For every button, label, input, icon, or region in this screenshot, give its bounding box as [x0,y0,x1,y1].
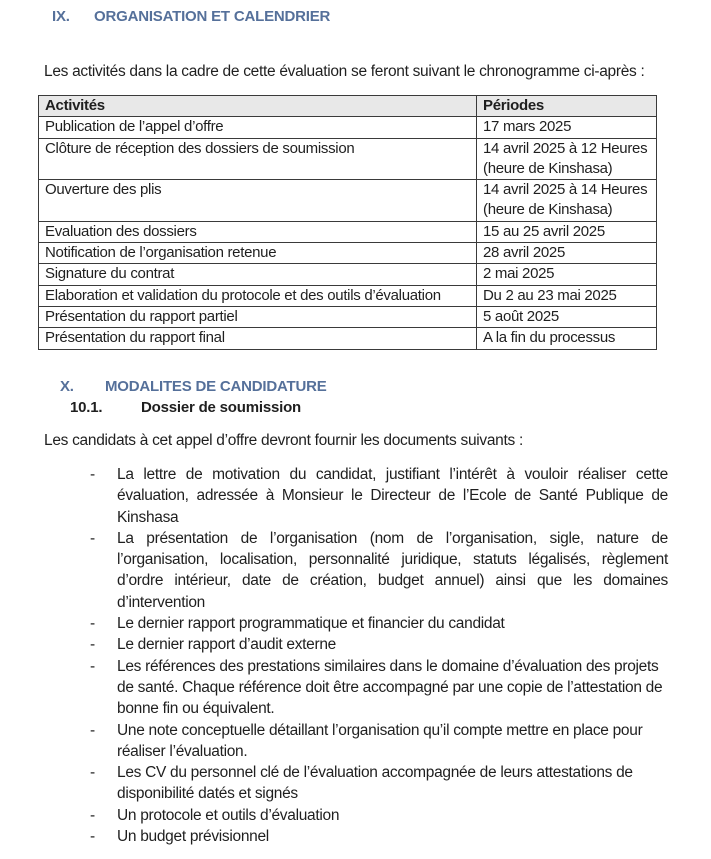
list-item [90,805,668,826]
section-title: MODALITES DE CANDIDATURE [105,378,327,395]
list-item-text: La présentation de l’organisation (nom de l’organisation, sigle, nature de l’organisation, localisation, personnalité juridique, statuts légalisés, règlement d’ordre intérieur, date de création, budget annuel) ainsi que les domaines d’intervention [117,529,668,611]
subsection-number: 10.1. [70,399,103,416]
period-cell: 15 au 25 avril 2025 [477,221,657,242]
activity-cell: Clôture de réception des dossiers de soumission [39,138,477,180]
dash-bullet: - [90,529,95,547]
dash-bullet: - [90,615,95,633]
activity-cell: Elaboration et validation du protocole et des outils d’évaluation [39,285,477,306]
table-row [39,243,657,264]
activity-cell: Signature du contrat [39,264,477,285]
table-row [39,180,657,222]
table-row [39,328,657,349]
list-item-text: Les références des prestations similaires dans le domaine d’évaluation des projets de santé. Chaque référence doit être accompagné par une copie de l’attestation de bonne fin ou équivalent. [117,657,663,718]
section-number: IX. [52,8,70,25]
section-title: ORGANISATION ET CALENDRIER [94,8,331,25]
schedule-intro: Les activités dans la cadre de cette évaluation se feront suivant le chronogramme ci-après : [44,63,645,80]
list-item-text: Un budget prévisionnel [117,828,269,846]
table-row [39,221,657,242]
table-row [39,117,657,138]
period-cell: 28 avril 2025 [477,243,657,264]
period-cell: A la fin du processus [477,328,657,349]
activity-cell: Notification de l’organisation retenue [39,243,477,264]
table-row [39,285,657,306]
list-item-text: Le dernier rapport d’audit externe [117,636,337,654]
period-cell: 14 avril 2025 à 12 Heures (heure de Kinshasa) [477,138,657,180]
period-cell: 5 août 2025 [477,306,657,327]
dash-bullet: - [90,764,95,782]
required-documents-list [90,464,668,847]
list-item [90,656,668,720]
dash-bullet: - [90,657,95,675]
activity-cell: Présentation du rapport final [39,328,477,349]
dash-bullet: - [90,721,95,739]
list-item-text: Le dernier rapport programmatique et financier du candidat [117,615,505,633]
schedule-table [38,95,657,350]
list-item-text: Une note conceptuelle détaillant l’organisation qu’il compte mettre en place pour réaliser l’évaluation. [117,721,643,760]
activity-cell: Evaluation des dossiers [39,221,477,242]
subsection-title: Dossier de soumission [141,399,302,416]
table-row [39,306,657,327]
section-number: X. [60,378,74,395]
list-item [90,528,668,613]
list-item-text: Les CV du personnel clé de l’évaluation accompagnée de leurs attestations de disponibilité datés et signés [117,764,633,803]
column-header-activities: Activités [39,96,477,117]
dash-bullet: - [90,466,95,483]
dash-bullet: - [90,806,95,824]
list-item-text: La lettre de motivation du candidat, justifiant l’intérêt à vouloir réaliser cette évaluation, adressée à Monsieur le Directeur de l’Ecole de Santé Publique de Kinshasa [117,466,668,526]
list-item [90,613,668,634]
period-cell: 17 mars 2025 [477,117,657,138]
dash-bullet: - [90,828,95,846]
activity-cell: Publication de l’appel d’offre [39,117,477,138]
section-heading-x [60,378,327,395]
column-header-periods: Périodes [477,96,657,117]
list-item [90,826,668,847]
section-heading-ix [52,8,330,25]
list-item [90,464,668,528]
subsection-heading [70,399,301,416]
list-item-text: Un protocole et outils d’évaluation [117,806,340,824]
list-item [90,762,668,805]
period-cell: 14 avril 2025 à 14 Heures (heure de Kinshasa) [477,180,657,222]
period-cell: 2 mai 2025 [477,264,657,285]
list-item [90,634,668,655]
table-row [39,138,657,180]
activity-cell: Présentation du rapport partiel [39,306,477,327]
activity-cell: Ouverture des plis [39,180,477,222]
table-row [39,264,657,285]
table-header-row [39,96,657,117]
period-cell: Du 2 au 23 mai 2025 [477,285,657,306]
list-item [90,720,668,763]
documents-intro: Les candidats à cet appel d’offre devront fournir les documents suivants : [44,432,523,449]
dash-bullet: - [90,636,95,654]
